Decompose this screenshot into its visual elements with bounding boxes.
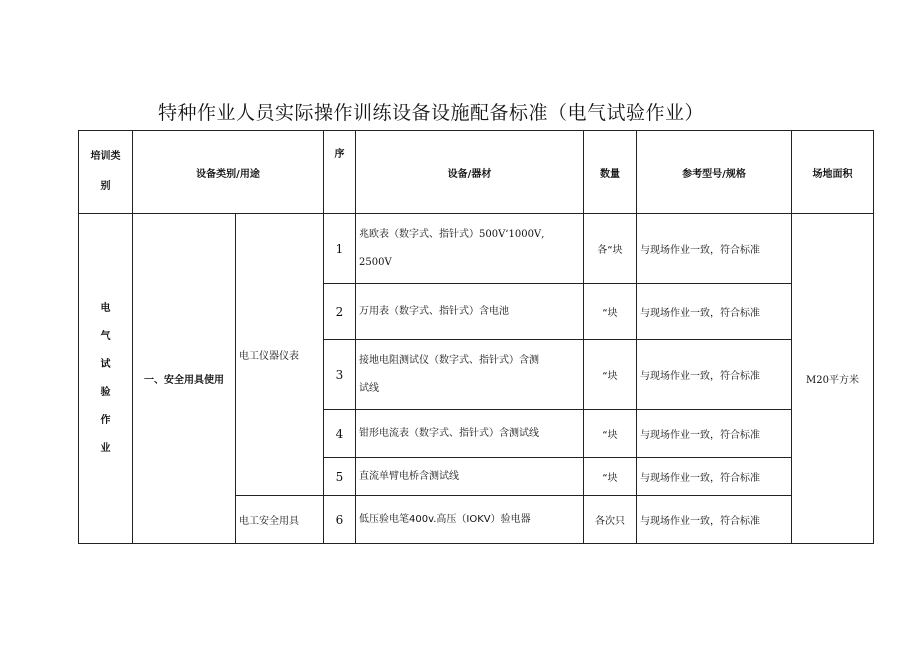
qty-cell: 各次只 (584, 496, 637, 544)
category-char: 试 (100, 358, 111, 370)
equipment-standard-table (78, 130, 874, 544)
page-title: 特种作业人员实际操作训练设备设施配备标准（电气试验作业） (158, 102, 705, 124)
category-char: 电 (100, 302, 111, 314)
spec-cell: 与现场作业一致，符合标准 (637, 284, 792, 340)
main-category-cell: 一、安全用具使用 (133, 214, 236, 544)
table-row (79, 214, 874, 284)
header-seq: 序 (324, 131, 356, 214)
spec-cell: 与现场作业一致，符合标准 (637, 214, 792, 284)
equipment-line1: 接地电阻测试仪（数字式、指针式）含测 (359, 354, 539, 366)
equipment-line1: 兆欧表（数字式、指针式）500V‘1000V‚ (359, 228, 545, 240)
header-category-line1: 培训类 (90, 151, 121, 162)
header-training-category (79, 131, 133, 214)
equipment-cell: 直流单臂电桥含测试线 (356, 458, 584, 496)
spec-cell: 与现场作业一致，符合标准 (637, 410, 792, 458)
equipment-cell: 低压验电笔400v.高压（IOKV）验电器 (356, 496, 584, 544)
equipment-line2: 2500V (359, 256, 392, 268)
equipment-cell (356, 214, 584, 284)
equipment-line2: 试线 (359, 382, 379, 394)
sub-category-instruments: 电工仪器仪表 (236, 214, 324, 496)
header-equipment-type: 设备类别/用途 (133, 131, 324, 214)
area-cell: M20平方米 (792, 214, 874, 544)
category-char: 作 (100, 414, 111, 426)
qty-cell: 各“块 (584, 214, 637, 284)
header-equipment: 设备/器材 (356, 131, 584, 214)
seq-cell: 3 (324, 340, 356, 410)
header-qty: 数量 (584, 131, 637, 214)
header-spec: 参考型号/规格 (637, 131, 792, 214)
qty-cell: “块 (584, 458, 637, 496)
seq-cell: 4 (324, 410, 356, 458)
category-char: 业 (100, 442, 111, 454)
sub-category-safety-tools: 电工安全用具 (236, 496, 324, 544)
equipment-cell (356, 340, 584, 410)
header-area: 场地面积 (792, 131, 874, 214)
qty-cell: “块 (584, 284, 637, 340)
table-header-row (79, 131, 874, 214)
category-char: 气 (100, 330, 111, 342)
qty-cell: “块 (584, 410, 637, 458)
seq-cell: 1 (324, 214, 356, 284)
seq-cell: 5 (324, 458, 356, 496)
header-category-line2: 别 (100, 181, 111, 192)
equipment-cell: 万用表（数字式、指针式）含电池 (356, 284, 584, 340)
category-char: 验 (100, 386, 111, 398)
spec-cell: 与现场作业一致，符合标准 (637, 340, 792, 410)
training-category-cell (79, 214, 133, 544)
qty-cell: “块 (584, 340, 637, 410)
equipment-cell: 钳形电流表（数字式、指针式）含测试线 (356, 410, 584, 458)
seq-cell: 6 (324, 496, 356, 544)
seq-cell: 2 (324, 284, 356, 340)
spec-cell: 与现场作业一致，符合标准 (637, 458, 792, 496)
spec-cell: 与现场作业一致，符合标准 (637, 496, 792, 544)
